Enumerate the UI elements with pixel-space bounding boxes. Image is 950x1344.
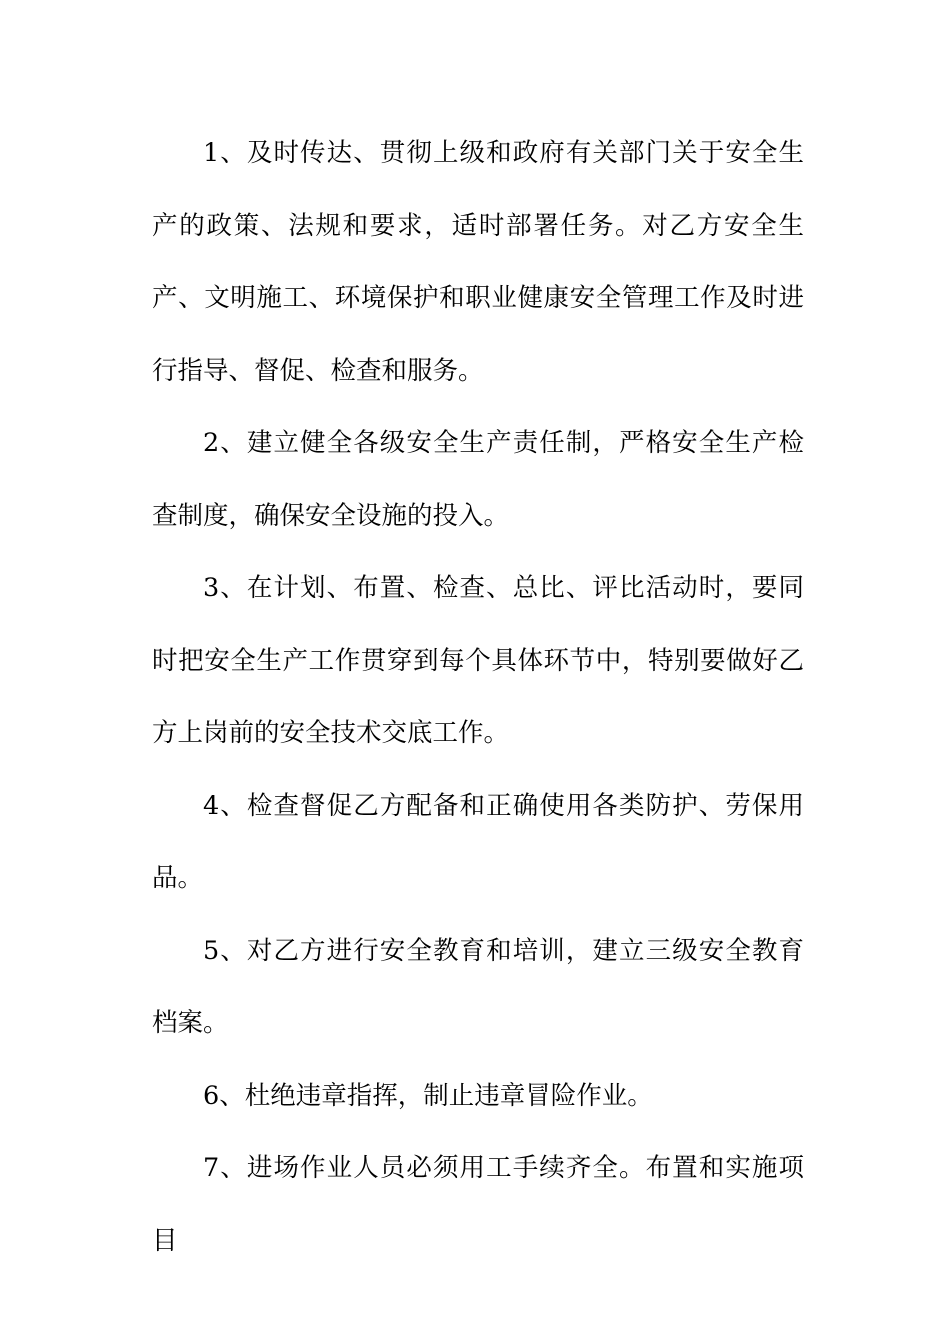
paragraph-4: 4、检查督促乙方配备和正确使用各类防护、劳保用品。 — [152, 790, 804, 893]
document-body — [152, 117, 804, 1277]
paragraph-1: 1、及时传达、贯彻上级和政府有关部门关于安全生产的政策、法规和要求，适时部署任务。对乙方安全生产、文明施工、环境保护和职业健康安全管理工作及时进行指导、督促、检查和服务。 — [152, 138, 804, 386]
paragraph-5: 5、对乙方进行安全教育和培训，建立三级安全教育档案。 — [152, 935, 804, 1038]
paragraph-7: 7、进场作业人员必须用工手续齐全。布置和实施项目 — [152, 1153, 804, 1256]
paragraph-3: 3、在计划、布置、检查、总比、评比活动时，要同时把安全生产工作贯穿到每个具体环节中，特别要做好乙方上岗前的安全技术交底工作。 — [152, 573, 804, 748]
paragraph-2: 2、建立健全各级安全生产责任制，严格安全生产检查制度，确保安全设施的投入。 — [152, 428, 804, 531]
paragraph-6: 6、杜绝违章指挥，制止违章冒险作业。 — [203, 1080, 653, 1111]
